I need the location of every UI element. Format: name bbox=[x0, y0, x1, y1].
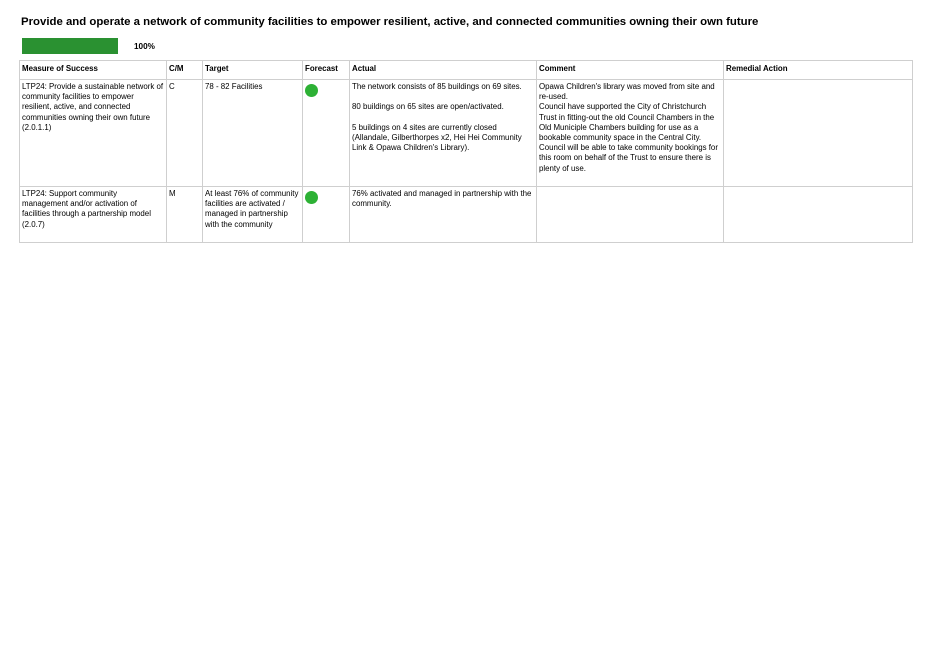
forecast-cell bbox=[303, 80, 350, 187]
page-title: Provide and operate a network of community facilities to empower resilient, active, and connected communities owning their own future bbox=[21, 16, 759, 28]
column-header-cm: C/M bbox=[167, 61, 203, 80]
column-header-forecast: Forecast bbox=[303, 61, 350, 80]
measures-table bbox=[19, 60, 913, 243]
column-header-remedial-action: Remedial Action bbox=[724, 61, 913, 80]
target-cell: 78 - 82 Facilities bbox=[203, 80, 303, 187]
column-header-comment: Comment bbox=[537, 61, 724, 80]
forecast-cell bbox=[303, 187, 350, 243]
table-row bbox=[20, 80, 913, 187]
cm-cell: M bbox=[167, 187, 203, 243]
actual-cell: The network consists of 85 buildings on 69 sites. 80 buildings on 65 sites are open/activated. 5 buildings on 4 sites are currently closed (Allandale, Gilberthorpes x2, Hei Hei Community Link & Opawa Children's Library). bbox=[350, 80, 537, 187]
column-header-measure: Measure of Success bbox=[20, 61, 167, 80]
actual-cell: 76% activated and managed in partnership with the community. bbox=[350, 187, 537, 243]
remedial-action-cell bbox=[724, 80, 913, 187]
column-header-actual: Actual bbox=[350, 61, 537, 80]
table-header-row bbox=[20, 61, 913, 80]
measure-cell: LTP24: Support community management and/or activation of facilities through a partnership model (2.0.7) bbox=[20, 187, 167, 243]
comment-cell bbox=[537, 187, 724, 243]
column-header-target: Target bbox=[203, 61, 303, 80]
progress-bar bbox=[22, 38, 118, 54]
progress-label: 100% bbox=[134, 42, 155, 51]
comment-cell: Opawa Children's library was moved from site and re-used. Council have supported the City of Christchurch Trust in fitting-out the old Council Chambers in the Old Municiple Chambers building for use as a bookable community space in the Central City. Council will be able to take community bookings for this room on behalf of the Trust to ensure there is plenty of use. bbox=[537, 80, 724, 187]
table-row bbox=[20, 187, 913, 243]
forecast-status-dot bbox=[305, 191, 318, 204]
cm-cell: C bbox=[167, 80, 203, 187]
progress-bar-fill bbox=[22, 38, 118, 54]
remedial-action-cell bbox=[724, 187, 913, 243]
forecast-status-dot bbox=[305, 84, 318, 97]
measure-cell: LTP24: Provide a sustainable network of community facilities to empower resilient, active, and connected communities owning their own future (2.0.1.1) bbox=[20, 80, 167, 187]
target-cell: At least 76% of community facilities are activated / managed in partnership with the community bbox=[203, 187, 303, 243]
